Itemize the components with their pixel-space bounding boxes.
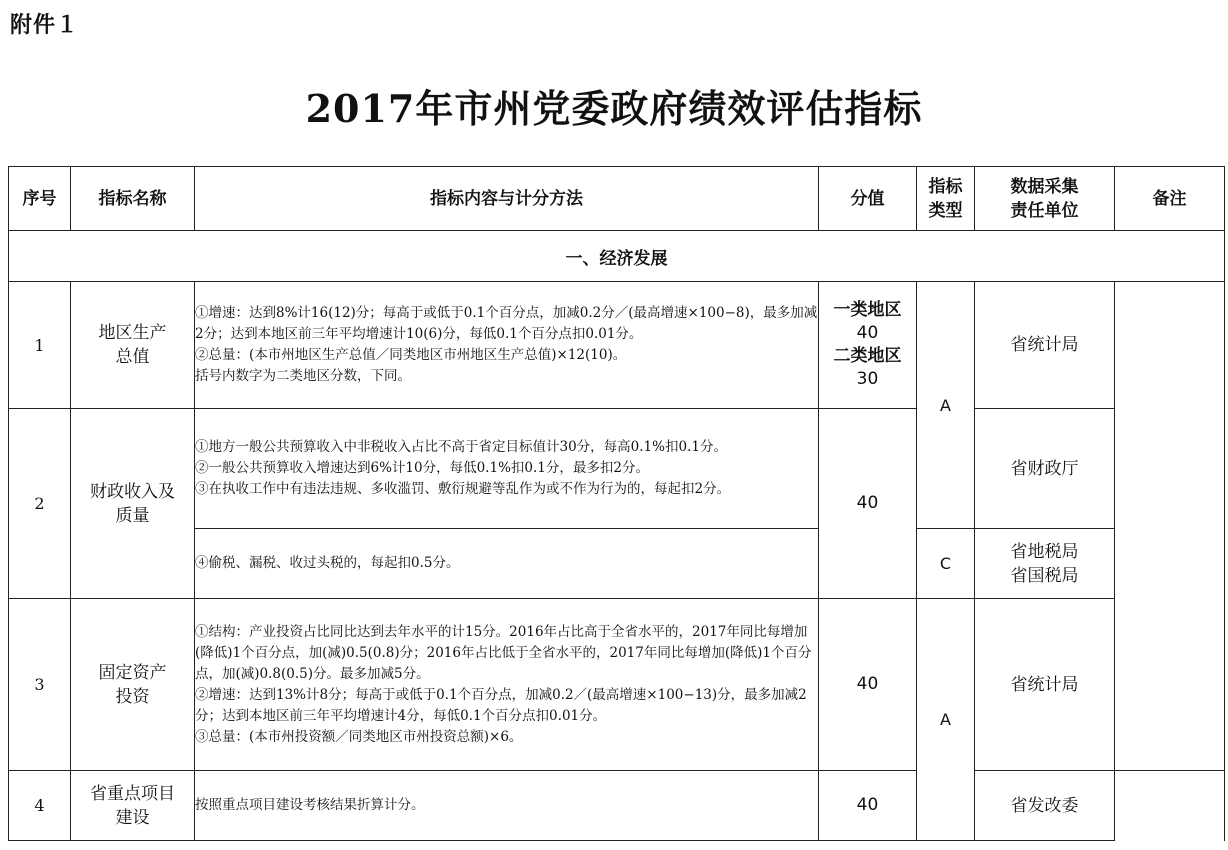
row-indicator-type: A [917,282,975,529]
attachment-label: 附件１ [10,13,80,38]
indicator-table [8,166,1225,841]
row-indicator-type: A [917,599,975,841]
column-header-name: 指标名称 [71,167,195,231]
row-content: 按照重点项目建设考核结果折算计分。 [195,771,819,841]
column-header-type-line1: 指标 [928,176,963,197]
score-value: 40 [856,323,879,343]
column-header-unit [975,167,1115,231]
responsible-unit-line2: 省国税局 [1010,565,1079,586]
content-item: ③总量：(本市州投资额／同类地区市州投资总额)×6。 [195,728,523,745]
content-item: ②增速：达到13%计8分；每高于或低于0.1个百分点，加减0.2／(最高增速×100−13)分，最多加减2分；达到本地区前三年平均增速计4分，每低0.1个百分点扣0.01分。 [195,686,807,724]
column-header-note: 备注 [1115,167,1225,231]
content-item: ①结构：产业投资占比同比达到去年水平的计15分。2016年占比高于全省水平的，2017年同比每增加(降低)1个百分点，加(减)0.5(0.8)分；2016年占比低于全省水平的，2017年同比每增加(降低)1个百分点，加(减)0.8(0.5)分。最多加减5分。 [195,623,812,682]
row-responsible-unit: 省财政厅 [975,409,1115,529]
row-score: 40 [819,409,917,599]
row-seq: 1 [9,282,71,409]
column-header-score: 分值 [819,167,917,231]
row-indicator-type: C [917,529,975,599]
row-indicator-name [71,599,195,771]
row-note [1115,282,1225,771]
column-header-type-line2: 类型 [928,200,963,221]
score-class-label: 一类地区 [833,300,902,320]
content-item: ①地方一般公共预算收入中非税收入占比不高于省定目标值计30分，每高0.1%扣0.1分。 [195,439,727,455]
content-item: ①增速：达到8%计16(12)分；每高于或低于0.1个百分点，加减0.2分／(最高增速×100−8)，最多加减2分；达到本地区前三年平均增速计10(6)分，每低0.1个百分点扣0.01分。 [195,305,818,342]
row-indicator-name-line2: 质量 [115,505,150,526]
content-item: ②一般公共预算收入增速达到6%计10分，每低0.1%扣0.1分，最多扣2分。 [195,460,649,476]
row-content: ④偷税、漏税、收过头税的，每起扣0.5分。 [195,529,819,599]
row-indicator-name [71,282,195,409]
table-row [9,409,1225,529]
row-content [195,409,819,529]
table-row [9,771,1225,841]
document-title: 2017年市州党委政府绩效评估指标 [305,86,923,131]
column-header-unit-line2: 责任单位 [1010,200,1079,221]
table-row [9,599,1225,771]
row-indicator-name-line2: 总值 [115,347,150,367]
row-seq: 2 [9,409,71,599]
column-header-type [917,167,975,231]
column-header-content: 指标内容与计分方法 [195,167,819,231]
section-title: 一、经济发展 [9,231,1225,282]
row-indicator-name-line1: 地区生产 [98,323,167,343]
row-indicator-name-line1: 固定资产 [98,662,167,683]
row-content [195,599,819,771]
row-score: 40 [819,771,917,841]
score-class-label: 二类地区 [833,346,902,366]
content-item: ②总量：(本市州地区生产总值／同类地区市州地区生产总值)×12(10)。 [195,347,627,363]
score-value: 30 [856,369,879,389]
row-score [819,282,917,409]
row-seq: 3 [9,599,71,771]
row-indicator-name-line2: 建设 [115,807,150,828]
row-content [195,282,819,409]
row-indicator-name-line1: 省重点项目 [90,783,175,804]
section-row [9,231,1225,282]
row-indicator-name-line2: 投资 [115,686,150,707]
row-responsible-unit: 省统计局 [975,599,1115,771]
column-header-unit-line1: 数据采集 [1010,176,1079,197]
responsible-unit-line1: 省地税局 [1010,541,1079,562]
row-responsible-unit: 省发改委 [975,771,1115,841]
column-header-seq: 序号 [9,167,71,231]
header-row [9,167,1225,231]
table-row [9,282,1225,409]
row-indicator-name-line1: 财政收入及 [90,481,175,502]
content-item: ③在执收工作中有违法违规、多收滥罚、敷衍规避等乱作为或不作为行为的，每起扣2分。 [195,481,731,497]
row-responsible-unit [975,529,1115,599]
row-indicator-name [71,771,195,841]
row-responsible-unit: 省统计局 [975,282,1115,409]
content-item: 括号内数字为二类地区分数，下同。 [195,368,411,384]
row-seq: 4 [9,771,71,841]
row-score: 40 [819,599,917,771]
row-indicator-name [71,409,195,599]
